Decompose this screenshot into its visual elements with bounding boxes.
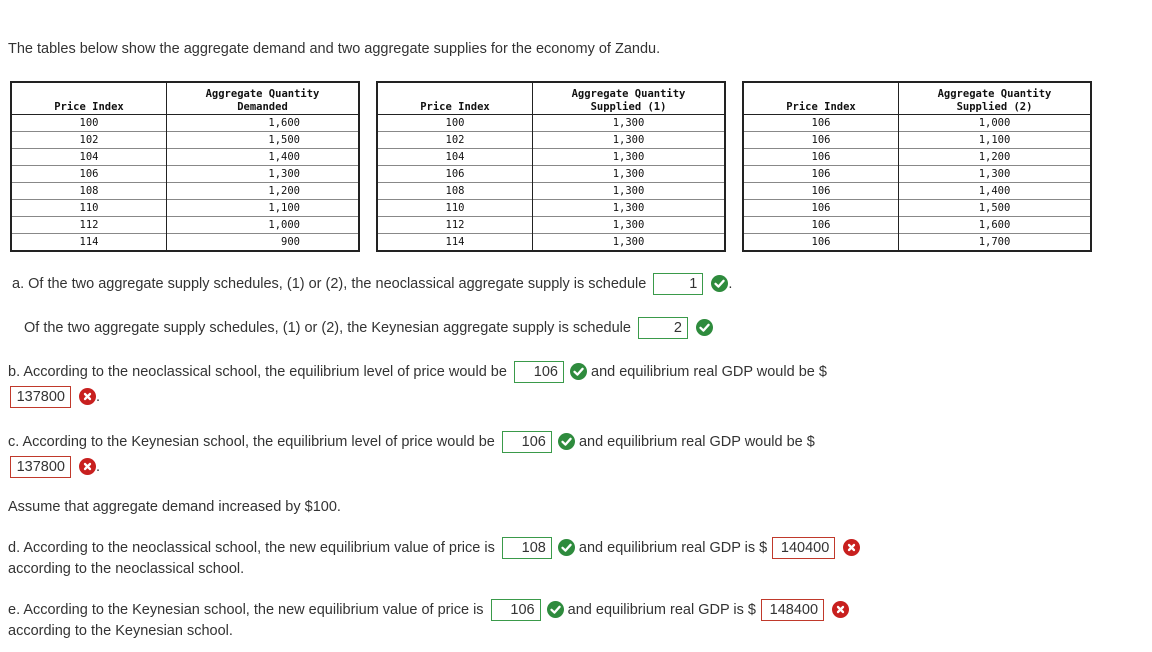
quantity-cell: 1,400 [167,149,360,166]
price-index-cell: 114 [377,234,533,252]
question-c-line2: 137800 . [10,456,100,478]
table-row [11,183,359,200]
table-row [11,115,359,132]
price-index-cell: 102 [377,132,533,149]
table-row [743,149,1091,166]
x-circle-icon [79,458,96,475]
quantity-cell: 1,300 [533,149,726,166]
price-index-cell: 108 [377,183,533,200]
col-header-price-index: Price Index [377,82,533,115]
table-row [743,200,1091,217]
price-index-cell: 106 [743,217,899,234]
question-b-line1 [8,361,827,383]
answer-input-e-gdp[interactable]: 148400 [761,599,824,621]
table-row [377,183,725,200]
table-row [11,200,359,217]
aggregate-supply-1-table [376,81,726,252]
answer-input-b-price[interactable]: 106 [514,361,564,383]
question-c-line1 [8,431,815,453]
price-index-cell: 100 [377,115,533,132]
quantity-cell: 1,500 [167,132,360,149]
price-index-cell: 106 [743,149,899,166]
aggregate-demand-table [10,81,360,252]
price-index-cell: 112 [11,217,167,234]
price-index-cell: 104 [11,149,167,166]
quantity-cell: 1,300 [533,132,726,149]
answer-input-b-gdp[interactable]: 137800 [10,386,71,408]
table-row [11,132,359,149]
answer-input-d-price[interactable]: 108 [502,537,552,559]
quantity-cell: 1,100 [167,200,360,217]
check-circle-icon [696,319,713,336]
answer-input-e-price[interactable]: 106 [491,599,541,621]
col-header-quantity: Aggregate Quantity Supplied (1) [533,82,726,115]
table-row [377,132,725,149]
price-index-cell: 106 [743,234,899,252]
price-index-cell: 108 [11,183,167,200]
question-text: b. According to the neoclassical school, the equilibrium level of price would be [8,363,507,380]
question-mid-text: and equilibrium real GDP would be $ [591,363,827,380]
quantity-cell: 1,300 [612,116,645,129]
quantity-cell: 1,300 [899,166,1092,183]
table-row [11,234,359,252]
quantity-cell: 1,600 [268,116,300,129]
quantity-cell: 1,300 [533,200,726,217]
quantity-cell: 1,000 [978,116,1011,129]
intro-text: The tables below show the aggregate demand and two aggregate supplies for the economy of Zandu. [8,41,661,57]
table-row [377,115,725,132]
question-e-line1 [8,599,849,621]
quantity-cell: 1,300 [533,217,726,234]
quantity-cell: 1,300 [533,166,726,183]
table-row [377,234,725,252]
answer-input-d-gdp[interactable]: 140400 [772,537,835,559]
col-header-price-index: Price Index [11,82,167,115]
aggregate-supply-2-table [742,81,1092,252]
quantity-cell: 1,000 [167,217,360,234]
question-a-keynesian [24,317,713,339]
quantity-cell: 1,600 [899,217,1092,234]
question-mid-text: and equilibrium real GDP is $ [578,539,768,556]
price-index-cell: 104 [377,149,533,166]
price-index-cell: 106 [743,132,899,149]
price-index-cell: 110 [377,200,533,217]
table-row [377,200,725,217]
question-text: d. According to the neoclassical school, the new equilibrium value of price is [8,539,495,556]
price-index-cell: 106 [11,166,167,183]
x-circle-icon [843,539,860,556]
price-index-cell: 112 [377,217,533,234]
question-text: c. According to the Keynesian school, the equilibrium level of price would be [8,433,495,450]
table-row [377,217,725,234]
quantity-cell: 900 [167,234,360,252]
question-b-line2: 137800 . [10,386,100,408]
assumption-text: Assume that aggregate demand increased by $100. [8,499,341,515]
check-circle-icon [558,433,575,450]
answer-input-a2[interactable]: 2 [638,317,688,339]
quantity-cell: 1,700 [899,234,1092,252]
check-circle-icon [570,363,587,380]
quantity-cell: 1,200 [167,183,360,200]
quantity-cell: 1,100 [899,132,1092,149]
price-index-cell: 102 [11,132,167,149]
table-row [743,217,1091,234]
answer-input-c-gdp[interactable]: 137800 [10,456,71,478]
question-text: Of the two aggregate supply schedules, (1) or (2), the Keynesian aggregate supply is schedule [24,319,631,336]
check-circle-icon [711,275,728,292]
quantity-cell: 1,300 [167,166,360,183]
table-row [743,132,1091,149]
quantity-cell: 1,300 [533,183,726,200]
x-circle-icon [832,601,849,618]
question-a-neoclassical: a. Of the two aggregate supply schedules, (1) or (2), the neoclassical aggregate supply is schedule 1 . [12,273,732,295]
x-circle-icon [79,388,96,405]
question-e-line2: according to the Keynesian school. [8,623,233,639]
price-index-cell: 100 [11,115,167,132]
price-index-cell: 106 [743,200,899,217]
table-row [743,183,1091,200]
question-text: a. Of the two aggregate supply schedules, (1) or (2), the neoclassical aggregate supply is schedule [12,275,647,292]
table-row [743,234,1091,252]
check-circle-icon [558,539,575,556]
question-text: e. According to the Keynesian school, the new equilibrium value of price is [8,601,484,618]
answer-input-c-price[interactable]: 106 [502,431,552,453]
table-row [377,149,725,166]
table-row [11,149,359,166]
question-mid-text: and equilibrium real GDP would be $ [578,433,815,450]
check-circle-icon [547,601,564,618]
price-index-cell: 110 [11,200,167,217]
quantity-cell: 1,300 [533,234,726,252]
price-index-cell: 106 [743,183,899,200]
table-row [743,115,1091,132]
quantity-cell: 1,200 [899,149,1092,166]
price-index-cell: 106 [743,115,899,132]
table-row [11,217,359,234]
col-header-price-index: Price Index [743,82,899,115]
table-row [377,166,725,183]
quantity-cell: 1,500 [899,200,1092,217]
price-index-cell: 106 [377,166,533,183]
question-d-line2: according to the neoclassical school. [8,561,245,577]
question-d-line1 [8,537,860,559]
question-mid-text: and equilibrium real GDP is $ [567,601,756,618]
col-header-quantity: Aggregate Quantity Demanded [167,82,360,115]
price-index-cell: 106 [743,166,899,183]
answer-input-a1[interactable]: 1 [653,273,703,295]
quantity-cell: 1,400 [899,183,1092,200]
price-index-cell: 114 [11,234,167,252]
col-header-quantity: Aggregate Quantity Supplied (2) [899,82,1092,115]
table-row [11,166,359,183]
table-row [743,166,1091,183]
